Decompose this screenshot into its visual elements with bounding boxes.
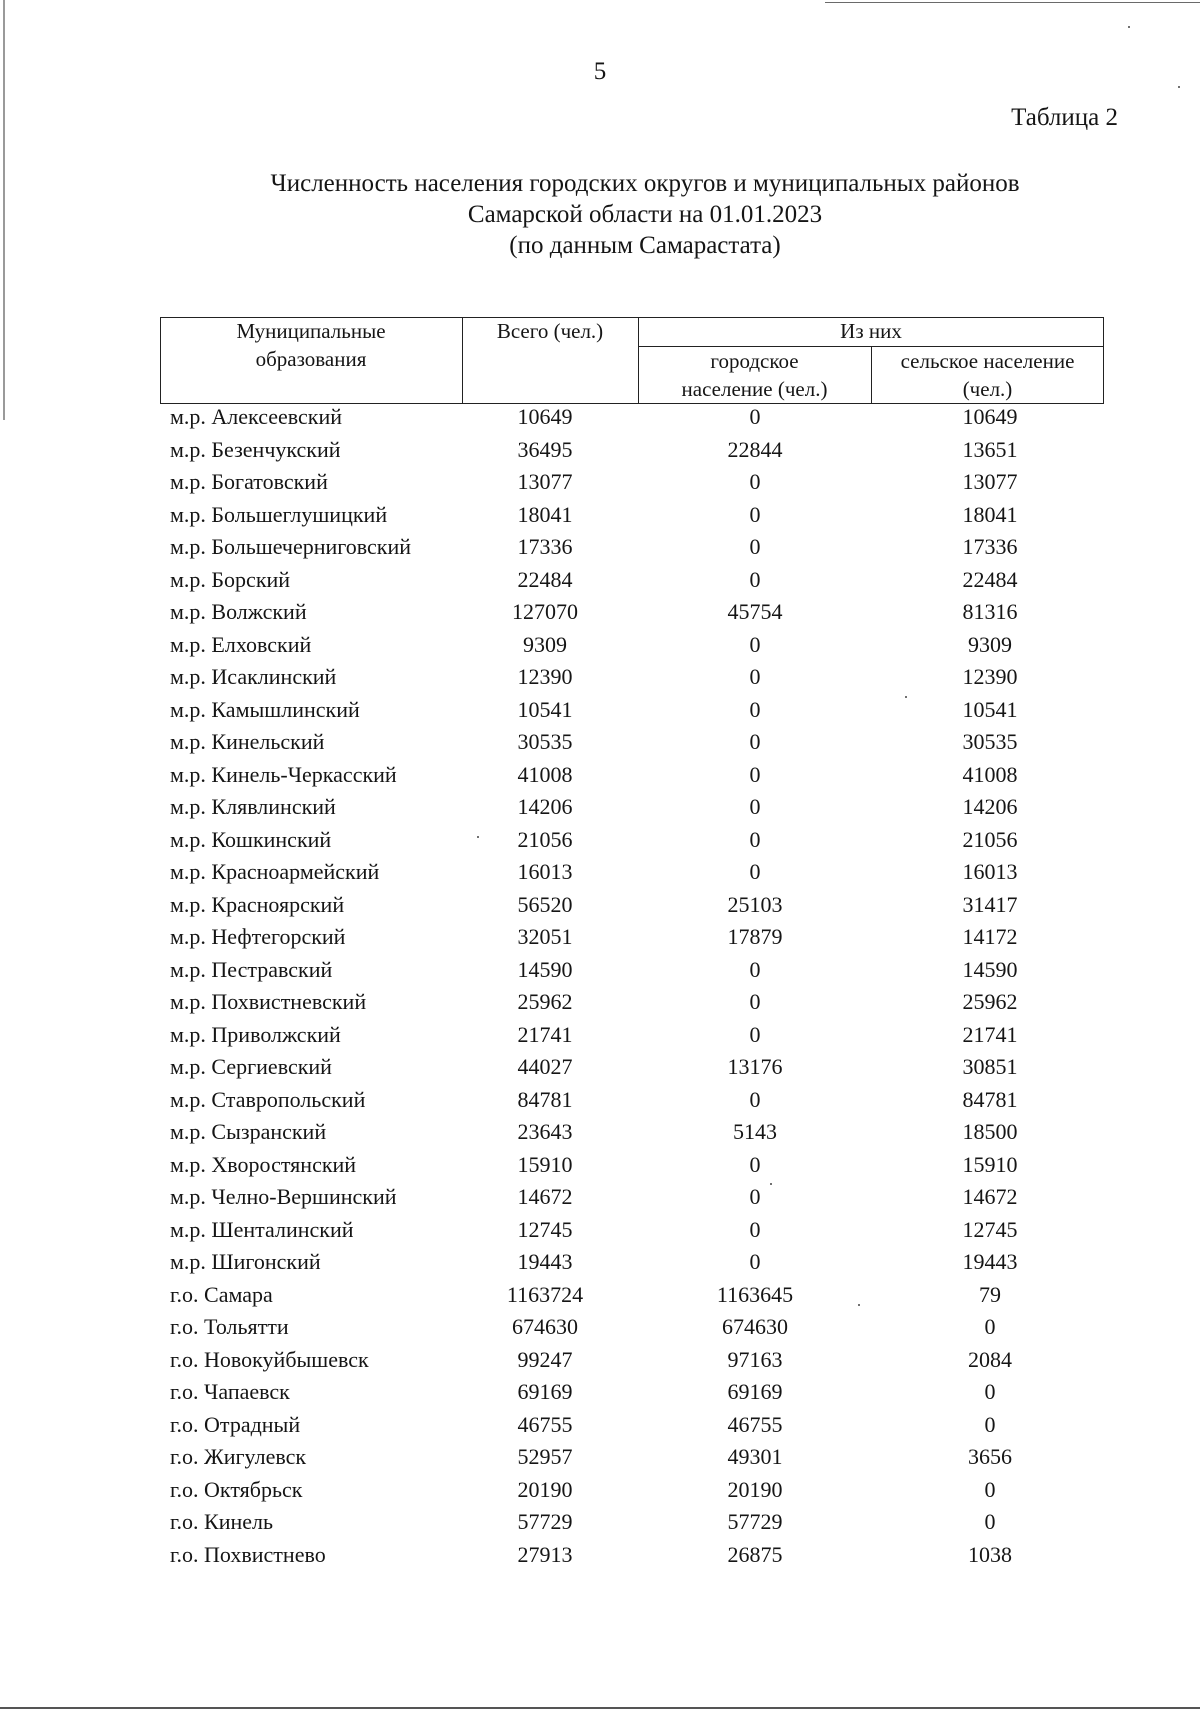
row-urban-cell: 20190	[727, 1476, 783, 1502]
row-total-cell: 9309	[523, 631, 567, 657]
row-name-cell: г.о. Отрадный	[170, 1411, 301, 1437]
table-row	[0, 1184, 1200, 1216]
table-row	[0, 1444, 1200, 1476]
row-name-cell: г.о. Новокуйбышевск	[170, 1346, 369, 1372]
row-name-cell: м.р. Сызранский	[170, 1119, 327, 1144]
row-urban-cell: 0	[749, 956, 761, 982]
scan-speck	[1178, 86, 1180, 88]
row-name-cell: г.о. Жигулевск	[170, 1444, 307, 1469]
row-total-cell: 99247	[517, 1346, 573, 1372]
row-urban-cell: 0	[749, 501, 761, 527]
row-urban-cell: 0	[749, 729, 761, 754]
row-name-cell: м.р. Шенталинский	[170, 1216, 354, 1242]
table-row	[0, 1054, 1200, 1086]
row-rural-cell: 10649	[962, 404, 1018, 429]
table-row	[0, 1412, 1200, 1444]
row-rural-cell: 13651	[962, 436, 1018, 462]
row-name-cell: м.р. Ставропольский	[170, 1086, 366, 1112]
row-name-cell: м.р. Хворостянский	[170, 1151, 357, 1177]
row-total-cell: 27913	[517, 1541, 573, 1567]
row-name-cell: м.р. Нефтегорский	[170, 924, 346, 949]
table-label: Таблица 2	[1011, 104, 1118, 131]
row-total-cell: 14672	[517, 1184, 573, 1209]
row-name-cell: м.р. Камышлинский	[170, 696, 360, 722]
row-rural-cell: 22484	[962, 566, 1018, 592]
row-total-cell: 44027	[517, 1054, 573, 1079]
row-total-cell: 22484	[517, 566, 573, 592]
row-urban-cell: 0	[749, 761, 761, 787]
table-row	[0, 1509, 1200, 1541]
row-rural-cell: 17336	[962, 534, 1018, 559]
row-rural-cell: 79	[979, 1281, 1001, 1307]
row-urban-cell: 5143	[733, 1119, 777, 1144]
row-name-cell: г.о. Похвистнево	[170, 1541, 326, 1567]
table-row	[0, 1314, 1200, 1346]
row-rural-cell: 2084	[968, 1346, 1012, 1372]
row-total-cell: 32051	[517, 924, 573, 949]
row-rural-cell: 25962	[962, 989, 1018, 1014]
row-name-cell: м.р. Приволжский	[170, 1021, 341, 1047]
table-row	[0, 469, 1200, 501]
row-name-cell: г.о. Самара	[170, 1281, 273, 1307]
row-urban-cell: 0	[749, 859, 761, 884]
table-row	[0, 729, 1200, 761]
table-row	[0, 859, 1200, 891]
row-rural-cell: 81316	[962, 599, 1018, 624]
page-number: 5	[593, 58, 607, 85]
row-urban-cell: 1163645	[716, 1281, 794, 1307]
row-urban-cell: 0	[749, 469, 761, 494]
row-urban-cell: 0	[749, 1086, 761, 1112]
row-total-cell: 1163724	[506, 1281, 584, 1307]
row-total-cell: 674630	[512, 1314, 578, 1339]
row-name-cell: м.р. Кошкинский	[170, 826, 332, 852]
row-urban-cell: 26875	[727, 1541, 783, 1567]
row-name-cell: м.р. Борский	[170, 566, 291, 592]
table-row	[0, 1152, 1200, 1184]
row-rural-cell: 18041	[962, 501, 1018, 527]
row-urban-cell: 0	[749, 566, 761, 592]
row-rural-cell: 18500	[962, 1119, 1018, 1144]
row-name-cell: м.р. Кинель-Черкасский	[170, 761, 397, 787]
row-rural-cell: 14672	[962, 1184, 1018, 1209]
row-rural-cell: 84781	[962, 1086, 1018, 1112]
table-header	[160, 317, 1104, 404]
table-row	[0, 762, 1200, 794]
title-line: (по данным Самарастата)	[509, 232, 781, 259]
row-urban-cell: 45754	[727, 599, 783, 624]
row-urban-cell: 49301	[727, 1444, 783, 1469]
row-total-cell: 10541	[517, 696, 573, 722]
table-row	[0, 697, 1200, 729]
row-name-cell: г.о. Тольятти	[170, 1314, 289, 1339]
header-municipality: Муниципальные образования	[236, 319, 386, 371]
row-rural-cell: 0	[984, 1379, 996, 1404]
scan-edge-line	[825, 2, 1200, 3]
table-row	[0, 502, 1200, 534]
row-urban-cell: 46755	[727, 1411, 783, 1437]
row-rural-cell: 0	[984, 1476, 996, 1502]
row-urban-cell: 0	[749, 1021, 761, 1047]
header-of-which: Из них	[840, 319, 902, 343]
table-row	[0, 437, 1200, 469]
document-title	[0, 168, 1200, 261]
row-total-cell: 56520	[517, 891, 573, 917]
table-row	[0, 1477, 1200, 1509]
row-rural-cell: 21741	[962, 1021, 1018, 1047]
row-urban-cell: 0	[749, 534, 761, 559]
row-total-cell: 12390	[517, 664, 573, 689]
row-name-cell: м.р. Богатовский	[170, 469, 328, 494]
row-total-cell: 13077	[517, 469, 573, 494]
row-total-cell: 52957	[517, 1444, 573, 1469]
table-row	[0, 794, 1200, 826]
row-rural-cell: 1038	[968, 1541, 1012, 1567]
table-row	[0, 827, 1200, 859]
row-total-cell: 19443	[517, 1249, 573, 1274]
row-rural-cell: 12745	[962, 1216, 1018, 1242]
table-row	[0, 1087, 1200, 1119]
table-row	[0, 1282, 1200, 1314]
row-name-cell: м.р. Волжский	[170, 599, 307, 624]
row-total-cell: 21741	[517, 1021, 573, 1047]
row-total-cell: 14590	[517, 956, 573, 982]
row-rural-cell: 13077	[962, 469, 1018, 494]
row-name-cell: м.р. Челно-Вершинский	[170, 1184, 397, 1209]
row-total-cell: 57729	[517, 1509, 573, 1534]
row-name-cell: м.р. Кинельский	[170, 729, 325, 754]
row-urban-cell: 0	[749, 1151, 761, 1177]
row-urban-cell: 0	[749, 404, 761, 429]
row-total-cell: 36495	[517, 436, 573, 462]
row-name-cell: м.р. Сергиевский	[170, 1054, 332, 1079]
row-name-cell: м.р. Большеглушицкий	[170, 501, 388, 527]
row-urban-cell: 0	[749, 664, 761, 689]
table-row	[0, 1217, 1200, 1249]
row-name-cell: м.р. Красноармейский	[170, 859, 380, 884]
row-total-cell: 12745	[517, 1216, 573, 1242]
row-rural-cell: 0	[984, 1411, 996, 1437]
row-urban-cell: 69169	[727, 1379, 783, 1404]
row-rural-cell: 9309	[968, 631, 1012, 657]
row-rural-cell: 31417	[962, 891, 1018, 917]
row-rural-cell: 14590	[962, 956, 1018, 982]
row-rural-cell: 0	[984, 1314, 996, 1339]
row-total-cell: 46755	[517, 1411, 573, 1437]
row-total-cell: 15910	[517, 1151, 573, 1177]
table-row	[0, 632, 1200, 664]
row-total-cell: 127070	[512, 599, 578, 624]
row-total-cell: 84781	[517, 1086, 573, 1112]
row-name-cell: м.р. Исаклинский	[170, 664, 337, 689]
row-total-cell: 16013	[517, 859, 573, 884]
row-urban-cell: 0	[749, 794, 761, 819]
row-rural-cell: 0	[984, 1509, 996, 1534]
table-row	[0, 989, 1200, 1021]
row-name-cell: м.р. Шигонский	[170, 1249, 321, 1274]
row-total-cell: 30535	[517, 729, 573, 754]
row-rural-cell: 41008	[962, 761, 1018, 787]
row-rural-cell: 10541	[962, 696, 1018, 722]
row-urban-cell: 17879	[727, 924, 783, 949]
row-rural-cell: 14172	[962, 924, 1018, 949]
row-rural-cell: 15910	[962, 1151, 1018, 1177]
row-name-cell: м.р. Пестравский	[170, 956, 333, 982]
row-urban-cell: 0	[749, 1249, 761, 1274]
row-total-cell: 18041	[517, 501, 573, 527]
row-total-cell: 69169	[517, 1379, 573, 1404]
row-urban-cell: 13176	[727, 1054, 783, 1079]
row-rural-cell: 3656	[968, 1444, 1012, 1469]
title-line: Численность населения городских округов и муниципальных районов	[270, 170, 1020, 197]
row-rural-cell: 16013	[962, 859, 1018, 884]
row-name-cell: г.о. Чапаевск	[170, 1379, 290, 1404]
row-urban-cell: 0	[749, 1216, 761, 1242]
row-name-cell: м.р. Безенчукский	[170, 436, 341, 462]
row-rural-cell: 30851	[962, 1054, 1018, 1079]
row-name-cell: м.р. Похвистневский	[170, 989, 367, 1014]
table-row	[0, 1119, 1200, 1151]
row-urban-cell: 0	[749, 696, 761, 722]
table-row	[0, 1379, 1200, 1411]
row-name-cell: г.о. Кинель	[170, 1509, 274, 1534]
row-urban-cell: 22844	[727, 436, 783, 462]
row-urban-cell: 97163	[727, 1346, 783, 1372]
row-urban-cell: 674630	[722, 1314, 788, 1339]
row-urban-cell: 0	[749, 826, 761, 852]
row-total-cell: 21056	[517, 826, 573, 852]
table-row	[0, 957, 1200, 989]
table-row	[0, 1249, 1200, 1281]
row-name-cell: г.о. Октябрьск	[170, 1476, 303, 1502]
row-total-cell: 14206	[517, 794, 573, 819]
row-total-cell: 20190	[517, 1476, 573, 1502]
table-row	[0, 1542, 1200, 1574]
table-row	[0, 664, 1200, 696]
scan-speck	[1128, 26, 1130, 28]
table-row	[0, 1347, 1200, 1379]
row-name-cell: м.р. Алексеевский	[170, 404, 343, 429]
row-rural-cell: 12390	[962, 664, 1018, 689]
row-urban-cell: 0	[749, 631, 761, 657]
row-total-cell: 41008	[517, 761, 573, 787]
row-name-cell: м.р. Красноярский	[170, 891, 345, 917]
row-name-cell: м.р. Елховский	[170, 631, 312, 657]
row-rural-cell: 30535	[962, 729, 1018, 754]
row-urban-cell: 0	[749, 989, 761, 1014]
table-row	[0, 892, 1200, 924]
row-total-cell: 10649	[517, 404, 573, 429]
table-row	[0, 567, 1200, 599]
row-urban-cell: 57729	[727, 1509, 783, 1534]
header-rural: сельское население (чел.)	[900, 349, 1075, 401]
header-urban: городское население (чел.)	[681, 349, 828, 401]
row-urban-cell: 25103	[727, 891, 783, 917]
title-line: Самарской области на 01.01.2023	[467, 201, 823, 228]
row-name-cell: м.р. Большечерниговский	[170, 534, 412, 559]
table-row	[0, 1022, 1200, 1054]
table-row	[0, 404, 1200, 436]
table-row	[0, 924, 1200, 956]
row-total-cell: 23643	[517, 1119, 573, 1144]
row-total-cell: 25962	[517, 989, 573, 1014]
row-total-cell: 17336	[517, 534, 573, 559]
row-rural-cell: 14206	[962, 794, 1018, 819]
scan-edge-line	[0, 1707, 1200, 1709]
row-name-cell: м.р. Клявлинский	[170, 794, 336, 819]
table-row	[0, 599, 1200, 631]
header-total: Всего (чел.)	[496, 319, 604, 343]
row-urban-cell: 0	[749, 1184, 761, 1209]
row-rural-cell: 19443	[962, 1249, 1018, 1274]
row-rural-cell: 21056	[962, 826, 1018, 852]
table-row	[0, 534, 1200, 566]
